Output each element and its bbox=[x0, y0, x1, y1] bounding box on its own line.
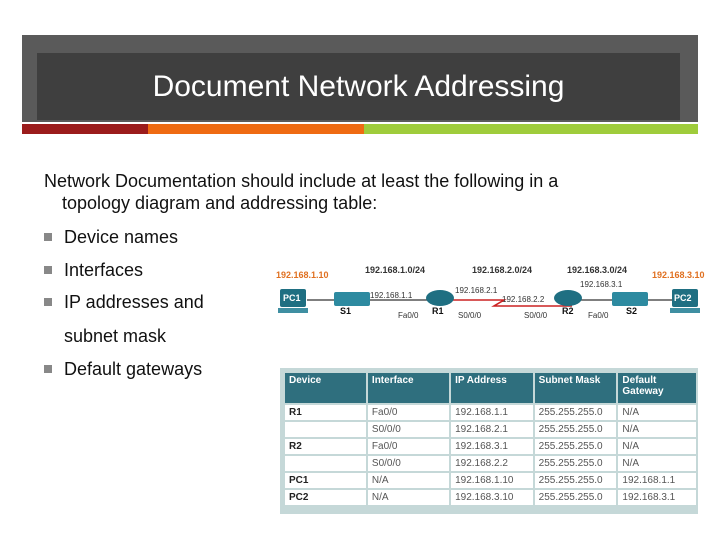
svg-text:PC2: PC2 bbox=[674, 293, 692, 303]
bullet-continuation: subnet mask bbox=[64, 326, 167, 346]
bullet-device-names bbox=[44, 227, 178, 248]
svg-text:PC1: PC1 bbox=[283, 293, 301, 303]
r1-serial-ip: 192.168.2.1 bbox=[455, 286, 498, 295]
addressing-table-frame bbox=[280, 368, 698, 514]
table-row: S0/0/0 192.168.2.2 255.255.255.0 N/A bbox=[284, 455, 697, 472]
r2-fa-ip: 192.168.3.1 bbox=[580, 280, 623, 289]
bullet-label: Interfaces bbox=[64, 260, 144, 280]
pc2-base bbox=[670, 308, 700, 313]
accent-bar-orange bbox=[148, 124, 364, 134]
header-ip-address: IP Address bbox=[450, 372, 534, 404]
table-header-row bbox=[284, 372, 697, 404]
r1-serial-if: S0/0/0 bbox=[458, 311, 482, 320]
bullet-default-gateways bbox=[44, 359, 202, 380]
bullet-ip-addresses bbox=[44, 292, 204, 313]
intro-text bbox=[44, 170, 644, 214]
header-device: Device bbox=[284, 372, 367, 404]
pc1-ip-label: 192.168.1.10 bbox=[276, 270, 329, 280]
intro-line-1: Network Documentation should include at least the following in a bbox=[44, 171, 559, 191]
bullet-label: IP addresses and bbox=[64, 292, 204, 312]
table-row: PC1 N/A 192.168.1.10 255.255.255.0 192.168.1.1 bbox=[284, 472, 697, 489]
header-subnet-mask: Subnet Mask bbox=[534, 372, 618, 404]
pc2-ip-label: 192.168.3.10 bbox=[652, 270, 705, 280]
bullet-label: Device names bbox=[64, 227, 179, 247]
bullet-label: Default gateways bbox=[64, 359, 203, 379]
s1-label: S1 bbox=[340, 306, 352, 316]
bullet-interfaces bbox=[44, 260, 143, 281]
addressing-table bbox=[283, 371, 698, 507]
bullet-icon bbox=[44, 298, 52, 306]
s2-icon bbox=[612, 292, 648, 306]
header-interface: Interface bbox=[367, 372, 450, 404]
bullet-icon bbox=[44, 266, 52, 274]
table-row: S0/0/0 192.168.2.1 255.255.255.0 N/A bbox=[284, 421, 697, 438]
intro-line-2: topology diagram and addressing table: bbox=[62, 193, 378, 213]
accent-bar-red bbox=[22, 124, 148, 134]
r2-fa-if: Fa0/0 bbox=[588, 311, 609, 320]
r1-fa-ip: 192.168.1.1 bbox=[370, 291, 413, 300]
r1-label: R1 bbox=[432, 306, 444, 316]
r2-icon bbox=[554, 290, 582, 306]
table-row: R1 Fa0/0 192.168.1.1 255.255.255.0 N/A bbox=[284, 404, 697, 421]
s2-label: S2 bbox=[626, 306, 638, 316]
bullet-icon bbox=[44, 365, 52, 373]
network-3-label: 192.168.3.0/24 bbox=[567, 265, 628, 275]
r2-label: R2 bbox=[562, 306, 574, 316]
table-row: PC2 N/A 192.168.3.10 255.255.255.0 192.168.3.1 bbox=[284, 489, 697, 506]
accent-bar-green bbox=[364, 124, 698, 134]
r1-icon bbox=[426, 290, 454, 306]
r2-serial-ip: 192.168.2.2 bbox=[502, 295, 545, 304]
header-default-gateway: Default Gateway bbox=[617, 372, 697, 404]
topology-diagram bbox=[272, 258, 712, 328]
s1-icon bbox=[334, 292, 370, 306]
network-1-label: 192.168.1.0/24 bbox=[365, 265, 426, 275]
r1-fa-if: Fa0/0 bbox=[398, 311, 419, 320]
r2-serial-if: S0/0/0 bbox=[524, 311, 548, 320]
table-row: R2 Fa0/0 192.168.3.1 255.255.255.0 N/A bbox=[284, 438, 697, 455]
bullet-icon bbox=[44, 233, 52, 241]
pc1-base bbox=[278, 308, 308, 313]
slide-title: Document Network Addressing bbox=[37, 53, 680, 120]
network-2-label: 192.168.2.0/24 bbox=[472, 265, 533, 275]
